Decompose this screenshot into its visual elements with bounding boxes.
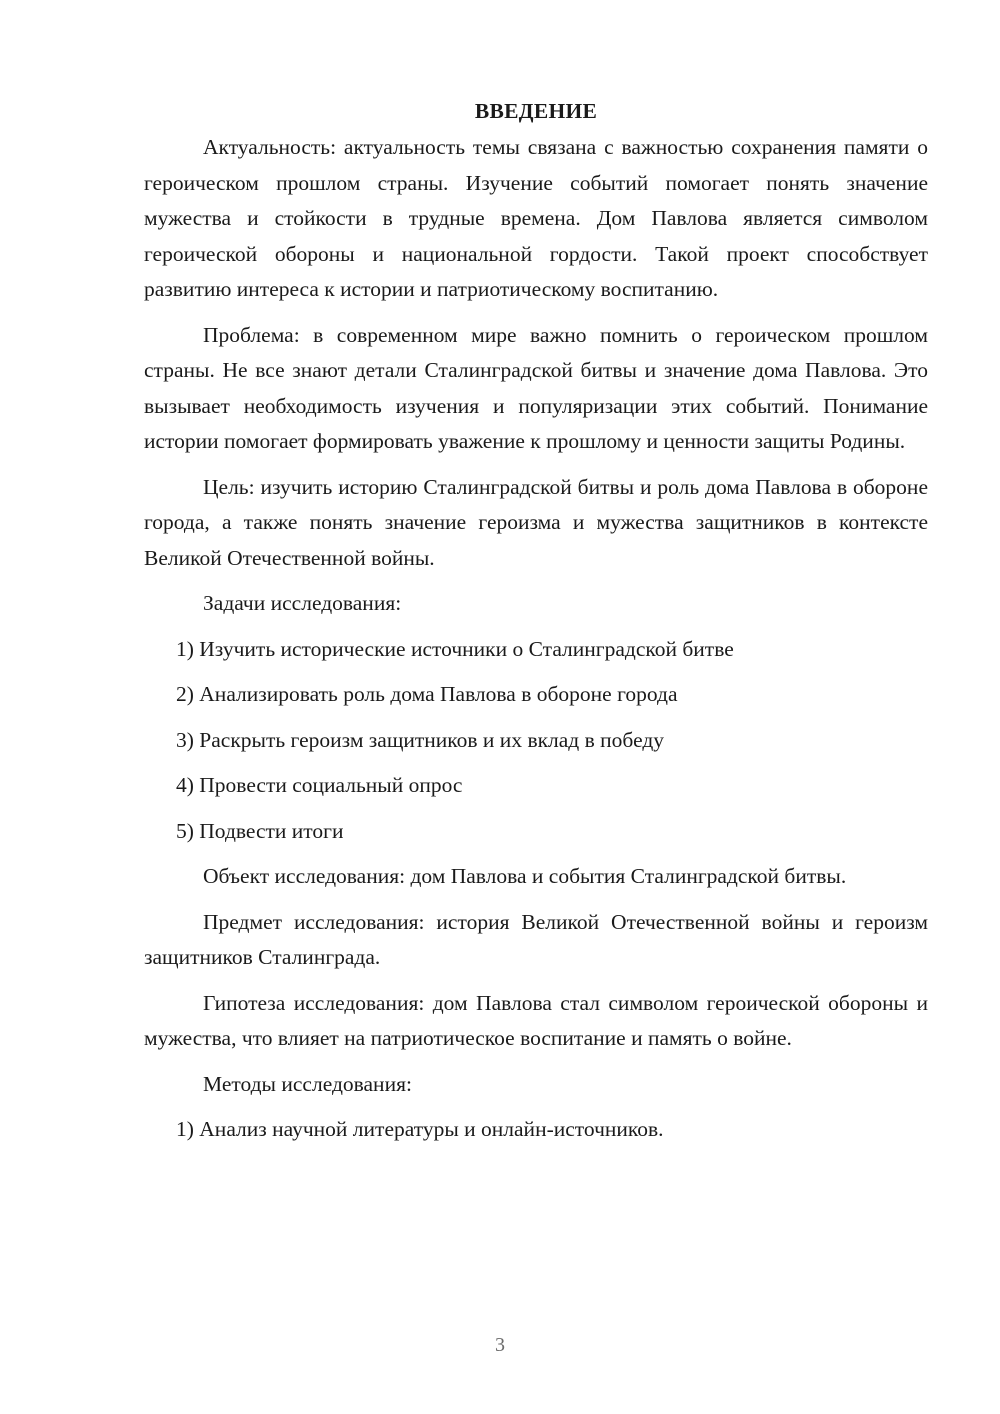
tasks-heading: Задачи исследования: <box>203 591 402 615</box>
relevance-paragraph: Актуальность: актуальность темы связана с важностью сохранения памяти о героическом прошлом страны. Изучение событий помогает понять значение мужества и стойкости в трудные времена. Дом Павлова является символом героической обороны и национальной гордости. Такой проект способствует развитию интереса к истории и патриотическому воспитанию. <box>144 135 928 301</box>
task-item-5: 5) Подвести итоги <box>176 818 344 843</box>
task-item-1: 1) Изучить исторические источники о Сталинградской битве <box>176 636 734 661</box>
problem-paragraph: Проблема: в современном мире важно помнить о героическом прошлом страны. Не все знают детали Сталинградской битвы и значение дома Павлова. Это вызывает необходимость изучения и популяризации этих событий. Понимание истории помогает формировать уважение к прошлому и ценности защиты Родины. <box>144 322 928 453</box>
methods-heading: Методы исследования: <box>203 1071 412 1096</box>
task-item-4: 4) Провести социальный опрос <box>176 773 463 797</box>
goal-paragraph: Цель: изучить историю Сталинградской битвы и роль дома Павлова в обороне города, а также понять значение героизма и мужества защитников в контексте Великой Отечественной войны. <box>144 474 928 570</box>
object-paragraph: Объект исследования: дом Павлова и события Сталинградской битвы. <box>203 864 847 888</box>
task-item-2: 2) Анализировать роль дома Павлова в обороне города <box>176 682 678 706</box>
methods-list <box>144 1112 928 1148</box>
page-number: 3 <box>495 1334 505 1356</box>
document-page <box>144 96 928 1158</box>
subject-paragraph: Предмет исследования: история Великой Отечественной войны и героизм защитников Сталинграда. <box>144 909 928 969</box>
hypothesis-paragraph: Гипотеза исследования: дом Павлова стал символом героической обороны и мужества, что влияет на патриотическое воспитание и память о войне. <box>144 990 928 1050</box>
method-item-1: 1) Анализ научной литературы и онлайн-источников. <box>176 1117 664 1141</box>
tasks-list <box>144 632 928 850</box>
section-title: ВВЕДЕНИЕ <box>474 99 598 123</box>
task-item-3: 3) Раскрыть героизм защитников и их вклад в победу <box>176 727 665 752</box>
